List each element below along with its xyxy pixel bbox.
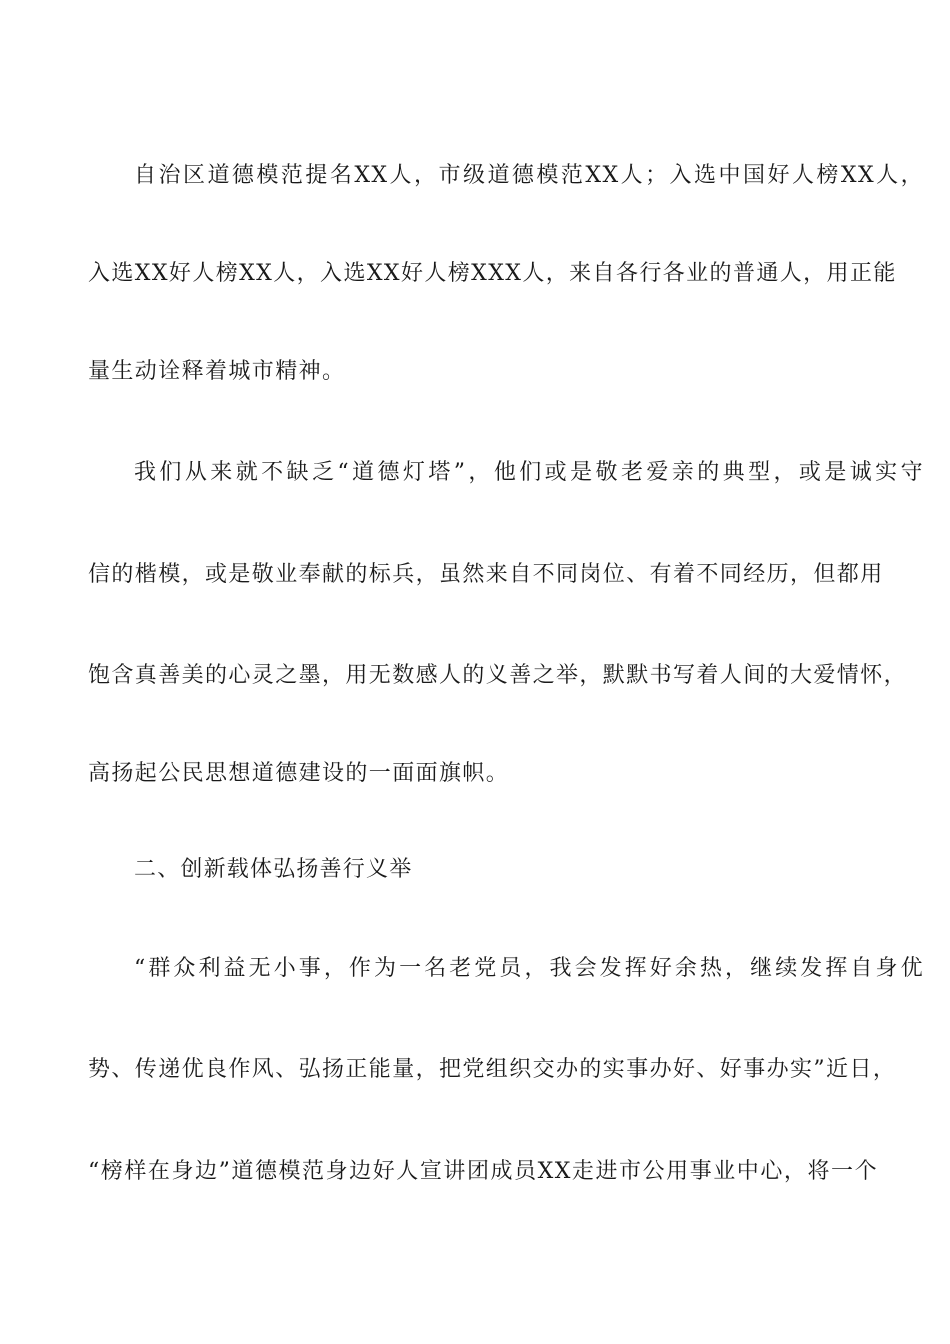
paragraph-2-line-4: 高扬起公民思想道德建设的一面面旗帜。: [88, 761, 510, 786]
paragraph-3-line-1: “群众利益无小事，作为一名老党员，我会发挥好余热，继续发挥自身优: [134, 956, 924, 981]
paragraph-2-line-3: 饱含真善美的心灵之墨，用无数感人的义善之举，默默书写着人间的大爱情怀，: [88, 663, 908, 688]
section-heading: 二、创新载体弘扬善行义举: [134, 857, 413, 882]
paragraph-1-line-2: 入选XX好人榜XX人，入选XX好人榜XXX人，来自各行各业的普通人，用正能: [88, 261, 897, 286]
paragraph-3-line-3: “榜样在身边”道德模范身边好人宣讲团成员XX走进市公用事业中心，将一个: [88, 1159, 878, 1184]
paragraph-2-line-1: 我们从来就不缺乏“道德灯塔”，他们或是敬老爱亲的典型，或是诚实守: [134, 460, 924, 485]
paragraph-2-line-2: 信的楷模，或是敬业奉献的标兵，虽然来自不同岗位、有着不同经历，但都用: [88, 562, 884, 587]
paragraph-1-line-1: 自治区道德模范提名XX人，市级道德模范XX人；入选中国好人榜XX人，: [134, 163, 924, 188]
paragraph-1-line-3: 量生动诠释着城市精神。: [88, 359, 346, 384]
paragraph-3-line-2: 势、传递优良作风、弘扬正能量，把党组织交办的实事办好、好事办实”近日，: [88, 1057, 897, 1082]
